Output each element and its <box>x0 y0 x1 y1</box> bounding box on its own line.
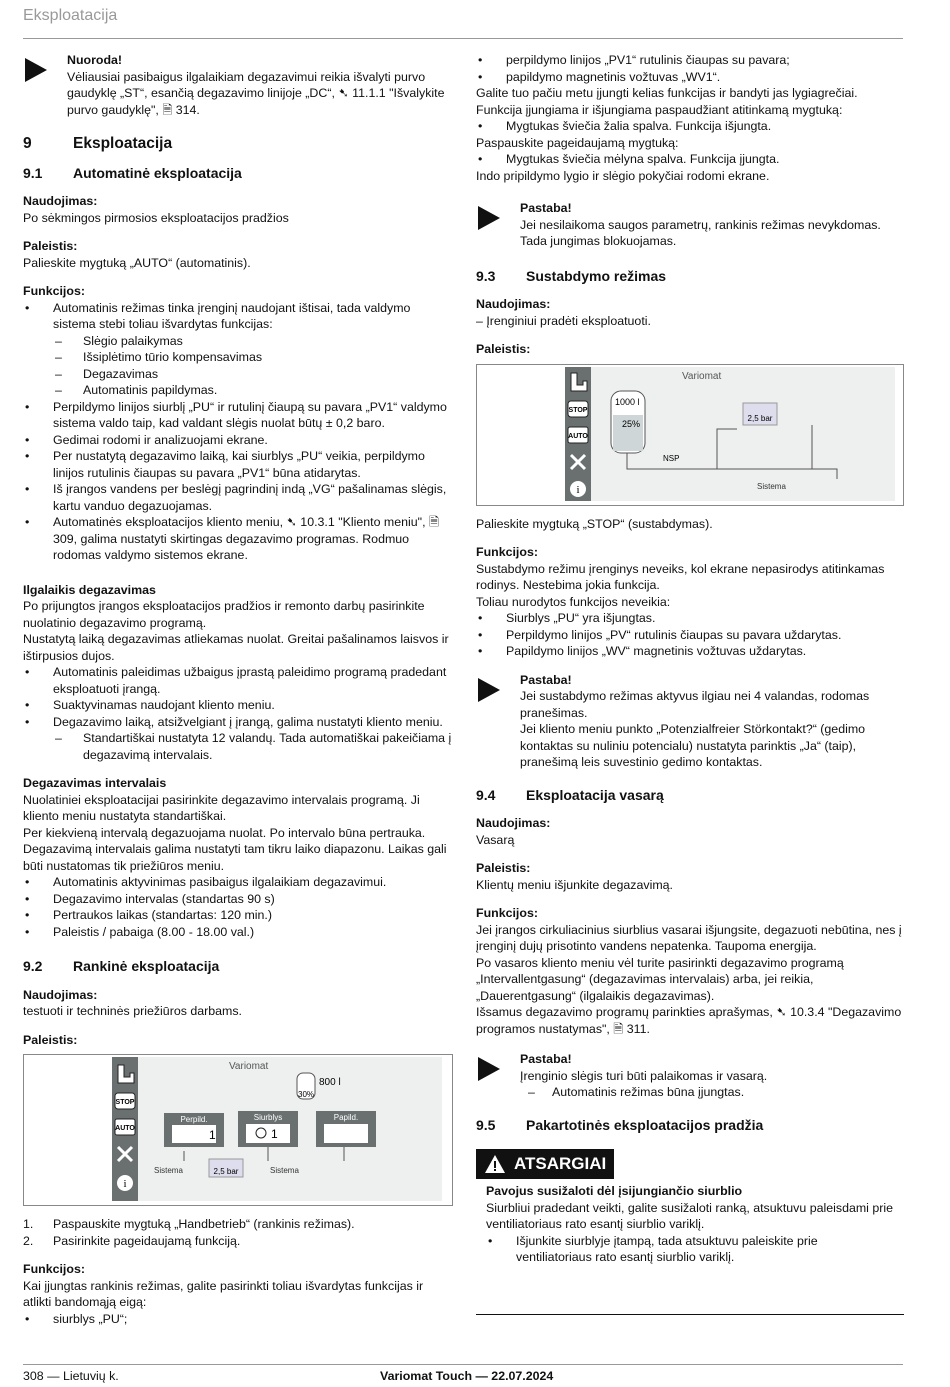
section-heading: 9 Eksploatacija <box>23 135 173 152</box>
caution-box <box>476 1149 904 1272</box>
caution-divider <box>476 1314 904 1315</box>
use-text: – Įrenginiui pradėti eksploatuoti. <box>476 313 651 328</box>
start-text: Palieskite mygtuką „STOP“ (sustabdymas). <box>476 516 713 531</box>
list-item: – Standartiškai nustatyta 12 valandų. Tada automatiškai pakeičiama į degazavimą intervalais. <box>23 730 453 763</box>
label-functions: Funkcijos: <box>23 284 85 298</box>
svg-text:Sistema: Sistema <box>270 1166 299 1175</box>
list-item: • Suaktyvinamas naudojant kliento meniu. <box>23 697 453 714</box>
stop-mode-diagram <box>477 365 903 505</box>
caution-label: ATSARGIAI <box>514 1153 607 1173</box>
list-item: • siurblys „PU“; <box>23 1311 453 1328</box>
svg-text:Perpild.: Perpild. <box>180 1115 208 1124</box>
list-item: • Degazavimo intervalas (standartas 90 s) <box>23 891 453 908</box>
list-item: – Degazavimas <box>23 366 453 383</box>
svg-text:2,5 bar: 2,5 bar <box>747 413 773 423</box>
svg-text:AUTO: AUTO <box>568 432 588 440</box>
arrow-icon <box>478 206 500 230</box>
use-text: Po sėkmingos pirmosios eksploatacijos pradžios <box>23 210 289 225</box>
note-title: Pastaba! <box>520 672 572 687</box>
arrow-icon <box>478 1057 500 1081</box>
list-item: – Automatinis režimas būna įjungtas. <box>520 1084 904 1101</box>
page-header-title: Eksploatacija <box>23 7 118 24</box>
label-use: Naudojimas: <box>23 194 98 208</box>
label-functions: Funkcijos: <box>476 906 538 920</box>
svg-text:30%: 30% <box>298 1090 315 1099</box>
subsection-heading: 9.5 Pakartotinės eksploatacijos pradžia <box>476 1116 764 1133</box>
start-text: Klientų meniu išjunkite degazavimą. <box>476 877 673 892</box>
list-item: • Mygtukas šviečia mėlyna spalva. Funkcija įjungta. <box>476 151 904 168</box>
arrow-icon <box>25 58 47 82</box>
svg-text:STOP: STOP <box>115 1099 135 1106</box>
subsection-heading: 9.3 Sustabdymo režimas <box>476 267 667 284</box>
paragraph: Toliau nurodytos funkcijos neveikia: <box>476 594 671 609</box>
header-divider <box>23 38 903 39</box>
svg-text:Papild.: Papild. <box>333 1113 359 1122</box>
note-box <box>23 52 453 118</box>
bullet-list <box>23 874 453 940</box>
label-functions: Funkcijos: <box>476 545 538 559</box>
svg-text:1: 1 <box>271 1127 278 1141</box>
bullet-list <box>476 118 904 135</box>
list-item: 1. Paspauskite mygtuką „Handbetrieb“ (rankinis režimas). <box>23 1217 355 1231</box>
list-item: • Automatinės eksploatacijos kliento meniu, ➷ 10.3.1 "Kliento meniu", 🗎 309, galima nustatyti skirtingas degazavimo programas. Rodmuo rodomas valdymo sistemos ekrane. <box>23 514 453 564</box>
bullet-list <box>476 151 904 168</box>
list-item: • Perpildymo linijos siurblį „PU“ ir rutulinį čiaupą su pavara „PV1“ valdymo sistema valdo taip, kad valdant slėgis nuolat būtų ± 0,2 baro. <box>23 399 453 432</box>
note-box <box>476 1051 904 1101</box>
svg-text:Variomat: Variomat <box>229 1061 269 1072</box>
caution-title: Pavojus susižaloti dėl įsijungiančio siurblio <box>486 1184 743 1198</box>
paragraph: Po prijungtos įrangos eksploatacijos pradžios ir remonto darbų pasirinkite nuolatinio degazavimo programą. <box>23 599 425 630</box>
paragraph: Nustatytą laiką degazavimas atliekamas nuolat. Greitai pašalinamos laisvos ir ištirpusios dujos. <box>23 632 449 663</box>
paragraph: Po vasaros kliento meniu vėl turite pasirinkti degazavimo programą „Intervallentgasung“ (degazavimas intervalais) arba, jei reikia, „Dauerentgasung“ (ilgalaikis degazavimas). <box>476 955 844 1003</box>
note-title: Pastaba! <box>520 1052 572 1066</box>
arrow-icon <box>478 678 500 702</box>
svg-text:i: i <box>123 1178 127 1190</box>
note-box <box>476 200 904 250</box>
list-item: • Automatinis paleidimas užbaigus įprastą paleidimo programą pradedant eksploatuoti įrangą. <box>23 664 453 697</box>
footer-divider <box>23 1364 903 1365</box>
paragraph: Išsamus degazavimo programų parinkties aprašymas, ➷ 10.3.4 "Degazavimo programos nustatymas", 🗎 311. <box>476 1005 902 1036</box>
svg-text:STOP: STOP <box>568 406 588 414</box>
note-text: Jei kliento meniu punkto „Potenzialfreier Störkontakt?“ (gedimo kontaktas su nuliniu potencialu) nustatyta parinktis „Ja“ (taip), pranešimą leis suvestinio gedimo kontaktas. <box>520 722 866 769</box>
list-item: • Degazavimo laiką, atsižvelgiant į įrangą, galima nustatyti kliento meniu. <box>23 714 453 731</box>
note-title: Pastaba! <box>520 201 572 215</box>
warning-icon <box>484 1154 506 1174</box>
list-item: • Paleistis / pabaiga (8.00 - 18.00 val.) <box>23 924 453 941</box>
svg-text:Sistema: Sistema <box>757 481 786 491</box>
list-item: • Siurblys „PU“ yra išjungtas. <box>476 610 904 627</box>
svg-text:Sistema: Sistema <box>154 1166 183 1175</box>
function-list <box>23 300 453 564</box>
manual-mode-figure <box>23 1054 453 1206</box>
list-item: • Automatinis aktyvinimas pasibaigus ilgalaikiam degazavimui. <box>23 874 453 891</box>
svg-text:1: 1 <box>209 1128 216 1142</box>
svg-text:1000 l: 1000 l <box>615 396 640 407</box>
manual-mode-diagram <box>24 1055 452 1205</box>
svg-text:Variomat: Variomat <box>682 370 722 382</box>
paragraph: Kai įjungtas rankinis režimas, galite pasirinkti toliau išvardytas funkcijas ir atlikti bandomąją eigą: <box>23 1278 424 1309</box>
subsection-heading: 9.2 Rankinė eksploatacija <box>23 958 220 974</box>
list-item: • papildymo magnetinis vožtuvas „WV1“. <box>476 69 904 86</box>
svg-text:Siurblys: Siurblys <box>253 1113 283 1122</box>
svg-text:800 l: 800 l <box>319 1077 341 1088</box>
bullet-list <box>476 52 904 85</box>
list-item: • Iš įrangos vandens per beslėgį pagrindinį indą „VG“ pašalinamas slėgis, kartu vanduo degazuojamas. <box>23 481 453 514</box>
note-text: Jei sustabdymo režimas aktyvus ilgiau nei 4 valandas, rodomas pranešimas. <box>520 689 870 720</box>
bullet-list <box>476 610 904 660</box>
label-use: Naudojimas: <box>476 816 551 830</box>
svg-text:2,5 bar: 2,5 bar <box>213 1167 239 1176</box>
list-item: • Mygtukas šviečia žalia spalva. Funkcija išjungta. <box>476 118 904 135</box>
label-use: Naudojimas: <box>23 987 98 1002</box>
subheading-long-degas: Ilgalaikis degazavimas <box>23 582 156 597</box>
note-text: Vėliausiai pasibaigus ilgalaikiam degazavimui reikia išvalyti purvo gaudyklę „ST“, esančią degazavimo linijoje „DC“, ➷ 11.1.1 "Išvalykite purvo gaudyklę", 🗎 314. <box>67 69 445 117</box>
paragraph: Indo pripildymo lygio ir slėgio pokyčiai rodomi ekrane. <box>476 168 770 183</box>
svg-text:AUTO: AUTO <box>115 1125 135 1132</box>
paragraph: Sustabdymo režimu įrenginys neveiks, kol ekrane nepasirodys atitinkamas rodinys. Nestebima jokia funkcija. <box>476 561 885 592</box>
paragraph: Per kiekvieną intervalą degazuojama nuolat. Po intervalo būna pertrauka. Degazavimą intervalais galima nustatyti tam tikru laiko diapazonu. Laikas gali būti nustatomas tik priežiūros meniu. <box>23 825 447 873</box>
use-text: testuoti ir techninės priežiūros darbams. <box>23 1004 243 1018</box>
svg-text:NSP: NSP <box>663 453 680 463</box>
list-item: • Gedimai rodomi ir analizuojami ekrane. <box>23 432 453 449</box>
paragraph: Nuolatiniei eksploatacijai pasirinkite degazavimo intervalais programą. Ji kliento meniu nustatyta standartiškai. <box>23 792 420 823</box>
paragraph: Jei įrangos cirkuliacinius siurblius vasarai išjungsite, degazuoti nebūtina, nes į įrenginį dujų prisotinto vandens nepatenka. Taupoma energija. <box>476 922 902 953</box>
start-text: Palieskite mygtuką „AUTO“ (automatinis). <box>23 255 251 270</box>
label-start: Paleistis: <box>23 239 78 253</box>
use-text: Vasarą <box>476 832 515 847</box>
list-item: • Per nustatytą degazavimo laiką, kai siurblys „PU“ veikia, perpildymo linijos rutulinis čiaupas su pavara „PV1“ būna atidarytas. <box>23 448 453 481</box>
paragraph: Paspauskite pageidaujamą mygtuką: <box>476 135 679 150</box>
svg-text:i: i <box>576 483 580 496</box>
note-title: Nuoroda! <box>67 53 123 67</box>
caution-body <box>476 1179 904 1272</box>
label-start: Paleistis: <box>476 861 531 875</box>
right-column <box>476 52 904 1272</box>
label-start: Paleistis: <box>476 342 531 356</box>
stop-mode-figure <box>476 364 904 506</box>
svg-text:25%: 25% <box>622 418 641 429</box>
label-start: Paleistis: <box>23 1032 78 1047</box>
subsection-heading: 9.1 Automatinė eksploatacija <box>23 164 242 181</box>
list-item: – Slėgio palaikymas <box>23 333 453 350</box>
list-item: • Automatinis režimas tinka įrenginį naudojant ištisai, tada valdymo sistema stebi toliau išvardytas funkcijas: <box>23 300 453 333</box>
page-number: 308 — Lietuvių k. <box>23 1369 119 1383</box>
bullet-list <box>23 1311 453 1328</box>
note-box <box>476 672 904 771</box>
list-item: • Perpildymo linijos „PV“ rutulinis čiaupas su pavara uždarytas. <box>476 627 904 644</box>
list-item: 2. Pasirinkite pageidaujamą funkciją. <box>23 1233 241 1248</box>
list-item: • Papildymo linijos „WV“ magnetinis vožtuvas uždarytas. <box>476 643 904 660</box>
note-text: Jei nesilaikoma saugos parametrų, rankinis režimas nevykdomas. Tada jungimas blokuojamas. <box>520 217 881 248</box>
note-text: Įrenginio slėgis turi būti palaikomas ir vasarą. <box>520 1068 768 1083</box>
document-title: Variomat Touch — 22.07.2024 <box>380 1369 554 1383</box>
list-item: • Išjunkite siurblyje įtampą, tada atsuktuvu paleiskite prie ventiliatoriaus rato esantį siurblio variklį. <box>486 1233 894 1266</box>
subsection-heading: 9.4 Eksploatacija vasarą <box>476 786 664 803</box>
left-column <box>23 52 453 1327</box>
label-functions: Funkcijos: <box>23 1262 85 1276</box>
caution-text: Siurbliui pradedant veikti, galite susižaloti ranką, atsuktuvu paleisdami prie ventiliatoriaus rato esantį siurblio variklį. <box>486 1200 894 1231</box>
list-item: – Išsiplėtimo tūrio kompensavimas <box>23 349 453 366</box>
label-use: Naudojimas: <box>476 297 551 311</box>
list-item: – Automatinis papildymas. <box>23 382 453 399</box>
list-item: • Pertraukos laikas (standartas: 120 min.) <box>23 907 453 924</box>
steps-list <box>23 1216 453 1249</box>
list-item: • perpildymo linijos „PV1“ rutulinis čiaupas su pavara; <box>476 52 904 69</box>
subheading-interval-degas: Degazavimas intervalais <box>23 776 167 790</box>
bullet-list <box>23 664 453 763</box>
caution-header <box>476 1149 614 1179</box>
paragraph: Galite tuo pačiu metu įjungti kelias funkcijas ir bandyti jas lygiagrečiai. Funkcija įjungiama ir išjungiama paspaudžiant atitinkamą mygtuką: <box>476 86 858 117</box>
